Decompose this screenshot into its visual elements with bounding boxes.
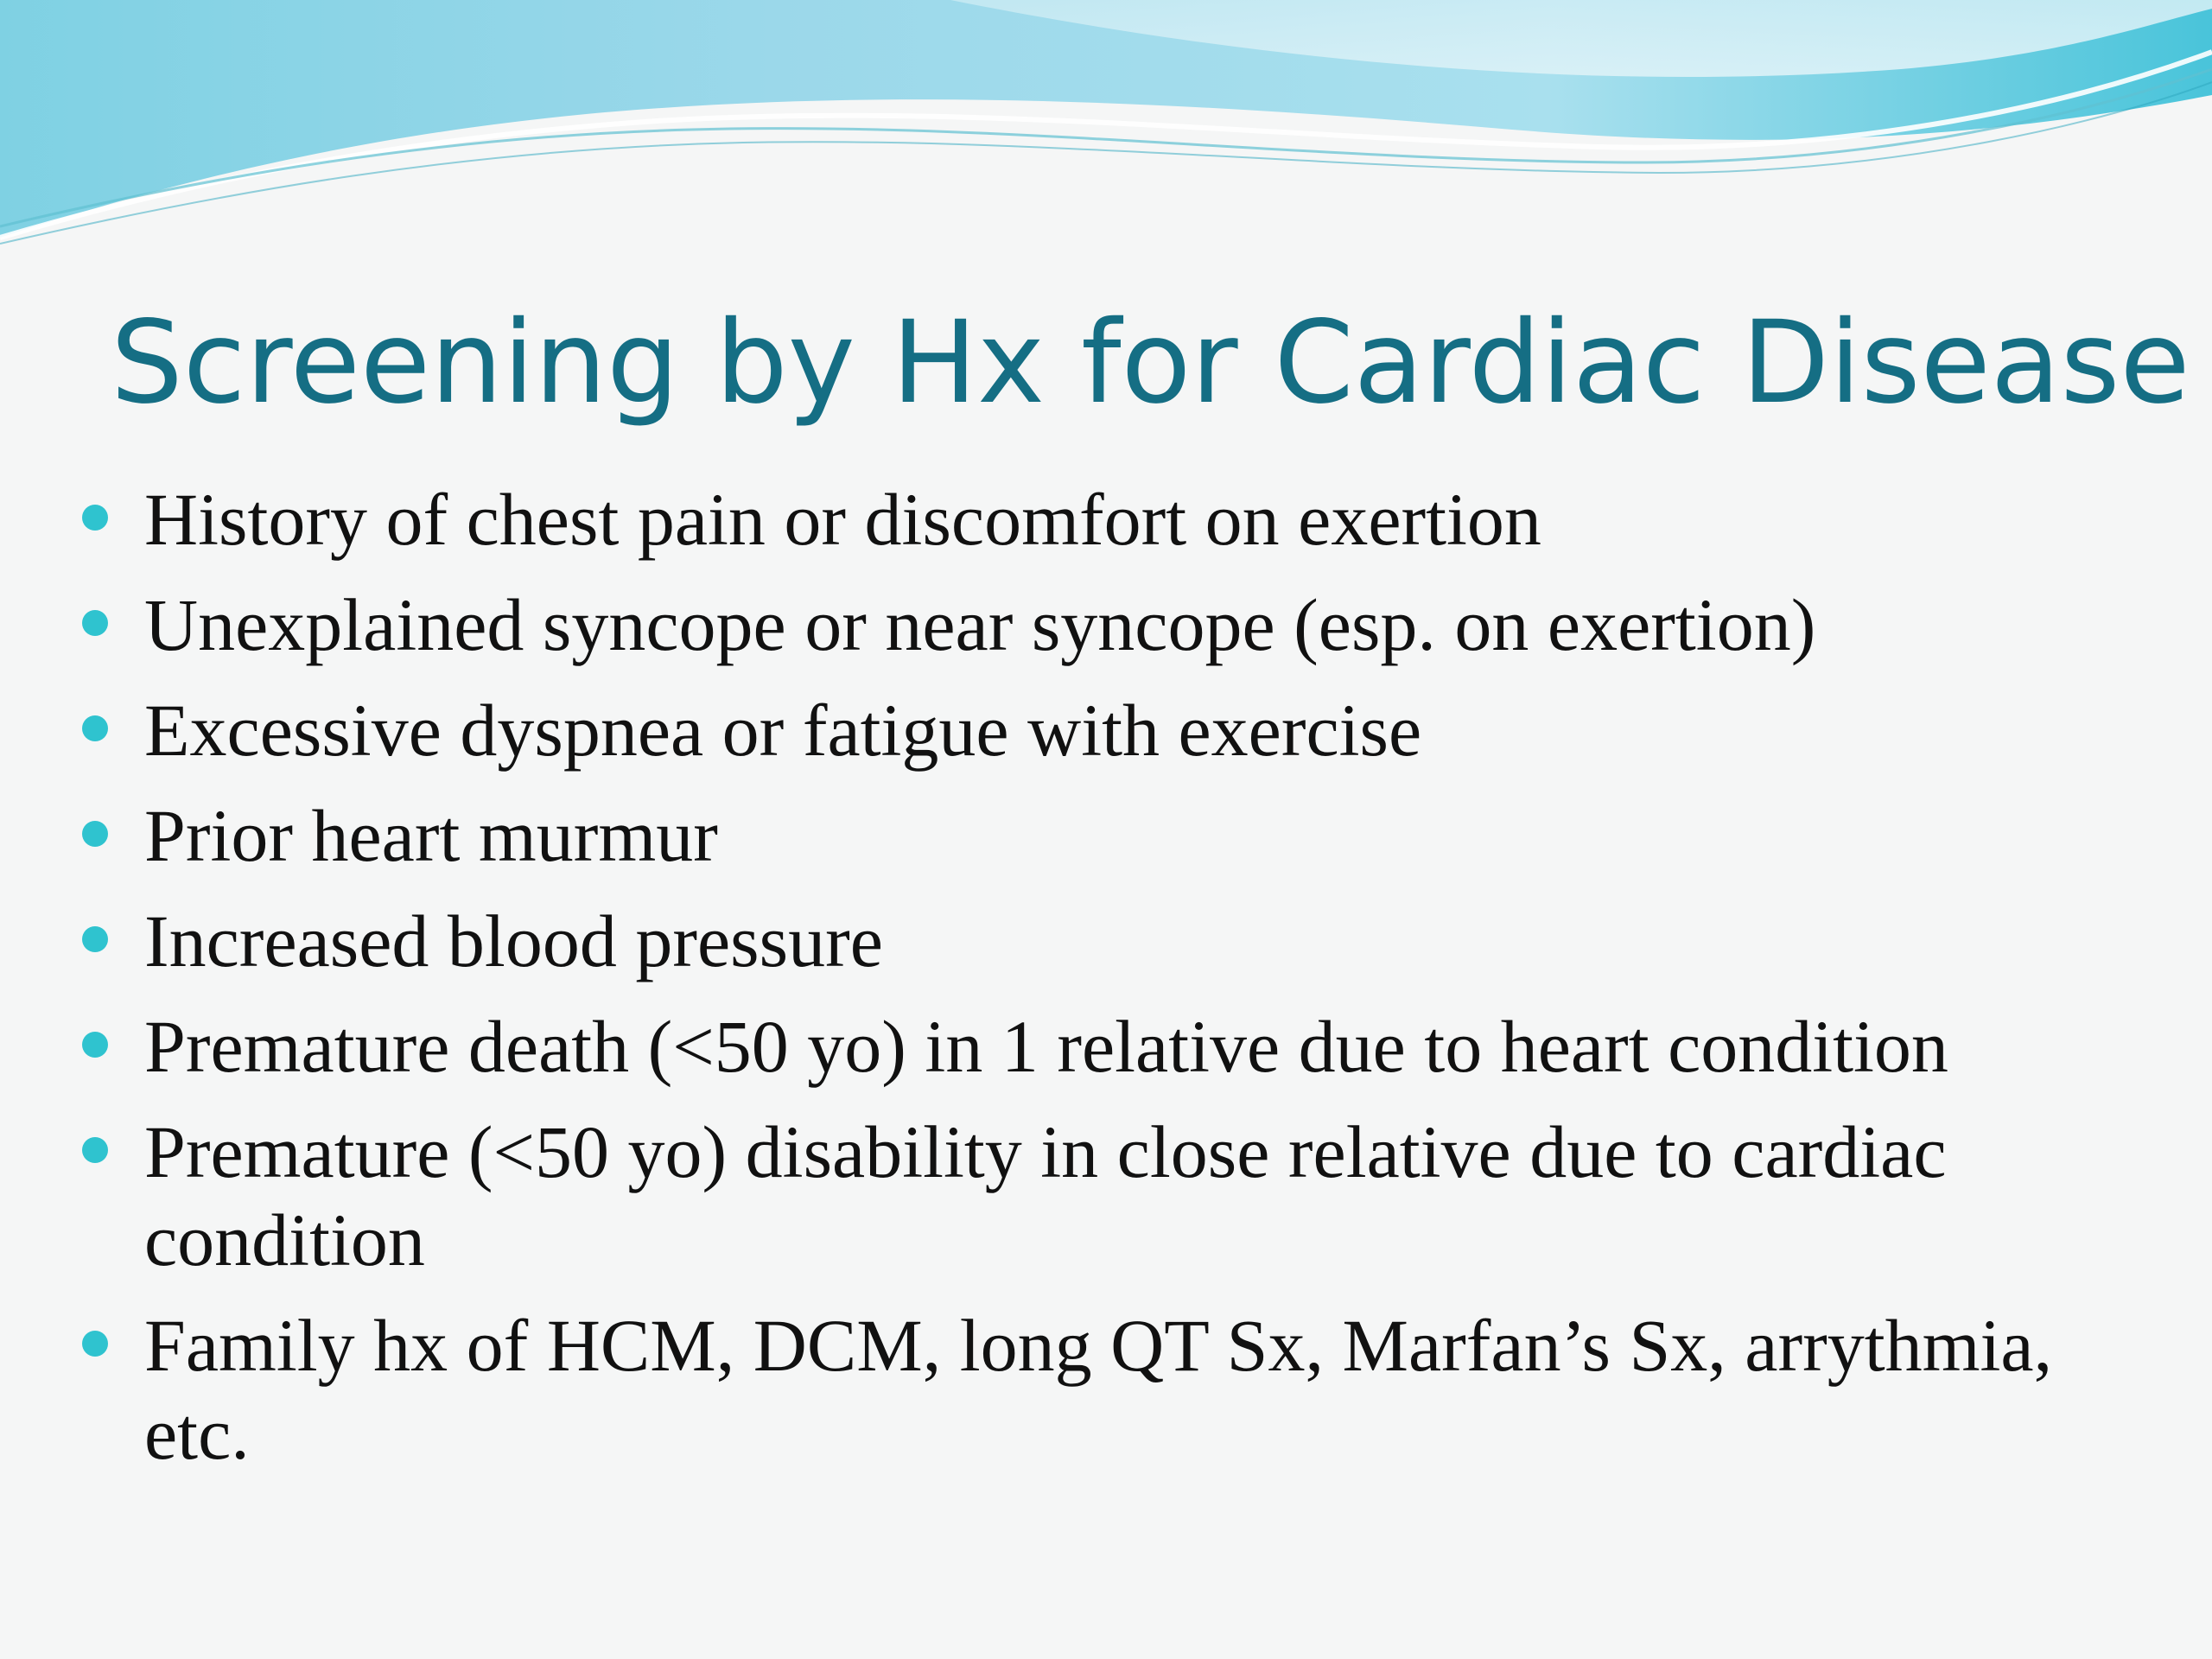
list-item [82,475,2139,563]
bullet-dot-icon [82,715,108,741]
bullet-dot-icon [82,1331,108,1357]
list-item-text: Increased blood pressure [144,899,883,982]
bullet-dot-icon [82,1137,108,1163]
list-item-text: Family hx of HCM, DCM, long QT Sx, Marfan’s Sx, arrythmia, etc. [144,1304,2053,1475]
list-item [82,1002,2139,1090]
bullet-dot-icon [82,926,108,952]
bullet-list [82,475,2139,1495]
list-item [82,581,2139,669]
list-item [82,686,2139,774]
bullet-dot-icon [82,505,108,531]
bullet-dot-icon [82,610,108,636]
list-item [82,1108,2139,1284]
list-item [82,897,2139,985]
bullet-dot-icon [82,1032,108,1058]
list-item-text: Premature (<50 yo) disability in close relative due to cardiac condition [144,1110,1947,1281]
list-item-text: Prior heart murmur [144,794,718,877]
list-item-text: Unexplained syncope or near syncope (esp. on exertion) [144,583,1816,666]
list-item [82,791,2139,880]
list-item [82,1301,2139,1478]
list-item-text: History of chest pain or discomfort on exertion [144,478,1541,561]
bullet-dot-icon [82,821,108,847]
list-item-text: Premature death (<50 yo) in 1 relative due to heart condition [144,1005,1948,1088]
slide-title: Screening by Hx for Cardiac Disease [111,296,2190,429]
wave-header-decoration [0,0,2212,259]
list-item-text: Excessive dyspnea or fatigue with exercise [144,689,1422,772]
